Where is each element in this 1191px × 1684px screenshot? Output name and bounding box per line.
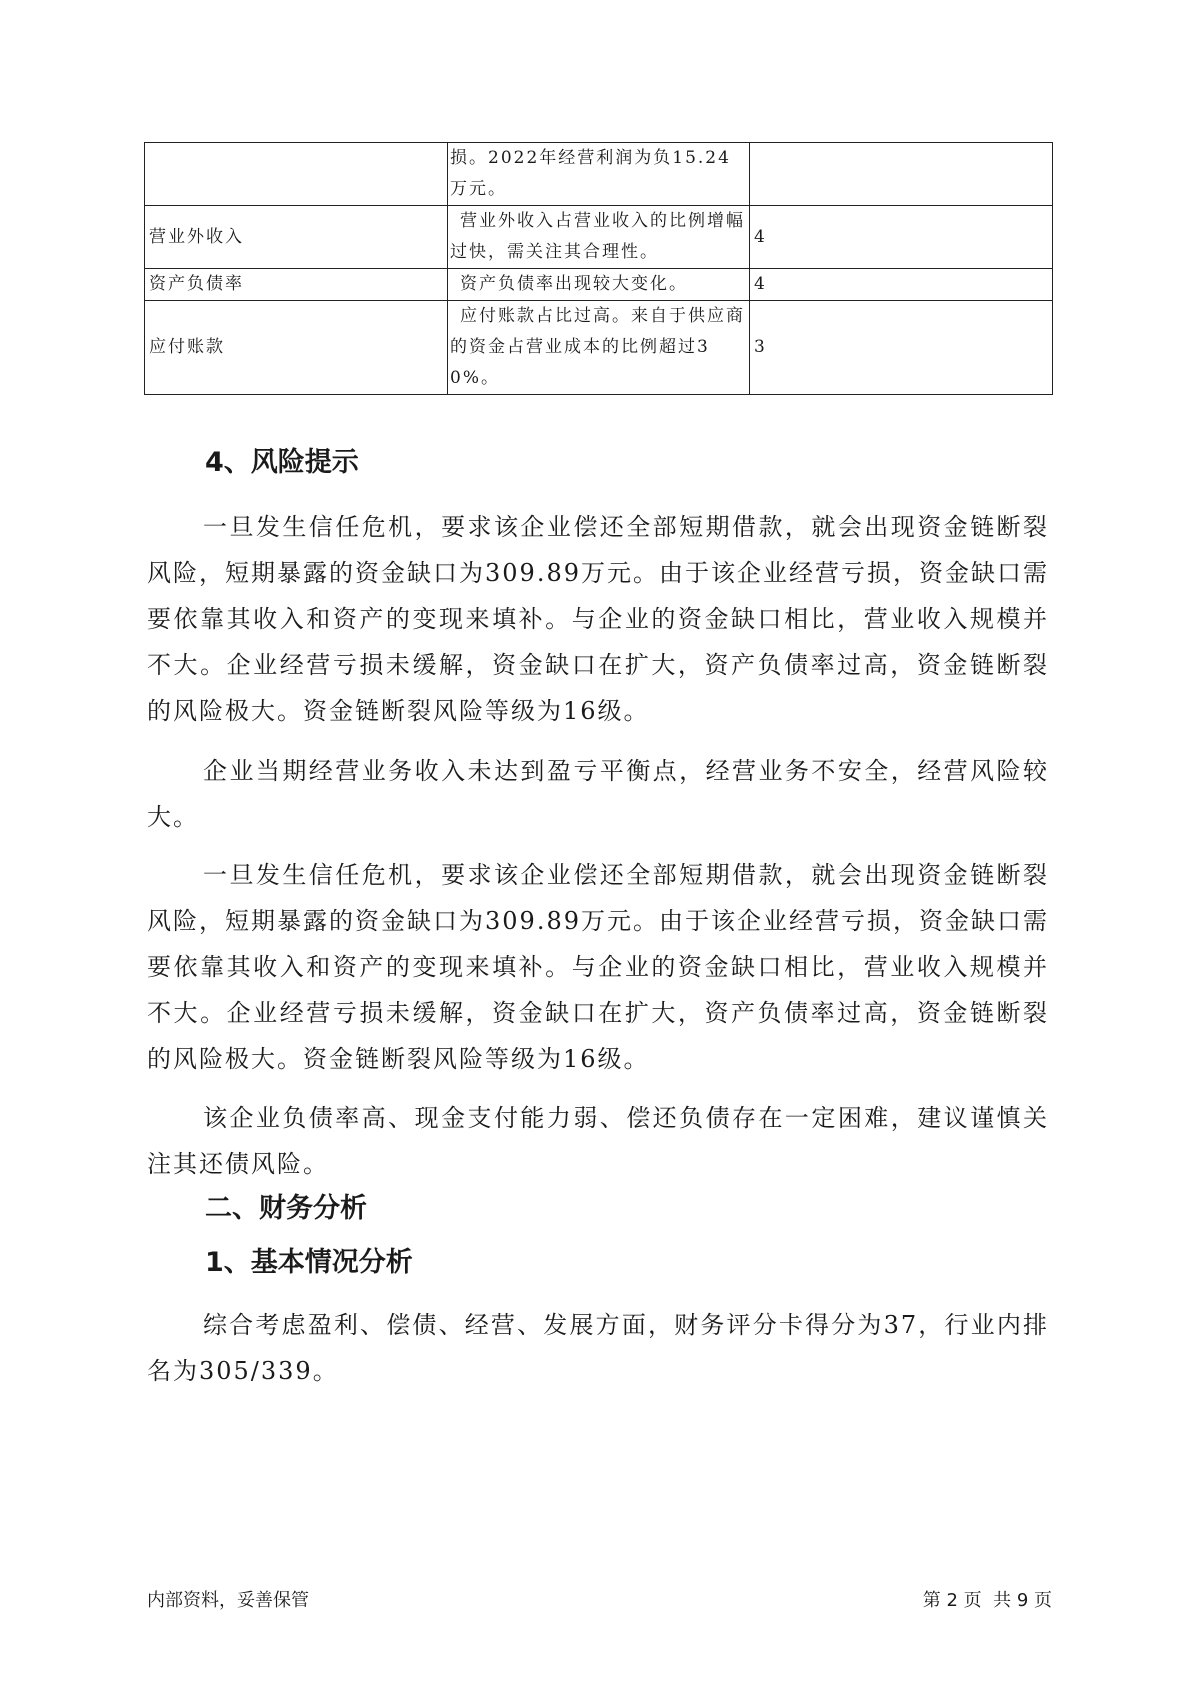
table-cell-label: 营业外收入	[145, 206, 448, 269]
section-heading-finance: 二、财务分析	[205, 1193, 367, 1224]
table-cell-score: 3	[750, 301, 1053, 395]
table-cell-score: 4	[750, 269, 1053, 301]
subsection-heading-basic: 1、基本情况分析	[205, 1247, 413, 1278]
paragraph: 一旦发生信任危机，要求该企业偿还全部短期借款，就会出现资金链断裂风险，短期暴露的资金缺口为309.89万元。由于该企业经营亏损，资金缺口需要依靠其收入和资产的变现来填补。与企业的资金缺口相比，营业收入规模并不大。企业经营亏损未缓解，资金缺口在扩大，资产负债率过高，资金链断裂的风险极大。资金链断裂风险等级为16级。	[147, 513, 1049, 725]
paragraph: 企业当期经营业务收入未达到盈亏平衡点，经营业务不安全，经营风险较大。	[147, 757, 1049, 831]
paragraph: 一旦发生信任危机，要求该企业偿还全部短期借款，就会出现资金链断裂风险，短期暴露的资金缺口为309.89万元。由于该企业经营亏损，资金缺口需要依靠其收入和资产的变现来填补。与企业的资金缺口相比，营业收入规模并不大。企业经营亏损未缓解，资金缺口在扩大，资产负债率过高，资金链断裂的风险极大。资金链断裂风险等级为16级。	[147, 861, 1049, 1073]
risk-indicator-table	[144, 142, 1053, 395]
table-cell-desc-text: 资产负债率出现较大变化。	[460, 274, 688, 294]
table-cell-desc	[448, 143, 750, 206]
table-row	[145, 143, 1053, 206]
table-cell-label: 应付账款	[145, 301, 448, 395]
table-cell-desc	[448, 301, 750, 395]
table-cell-score: 4	[750, 206, 1053, 269]
paragraph: 该企业负债率高、现金支付能力弱、偿还负债存在一定困难，建议谨慎关注其还债风险。	[147, 1104, 1049, 1178]
table-cell-desc-text: 应付账款占比过高。来自于供应商的资金占营业成本的比例超过30%。	[450, 306, 745, 388]
footer-page-number: 第 2 页 共 9 页	[922, 1590, 1052, 1611]
table-cell-label	[145, 143, 448, 206]
paragraph: 综合考虑盈利、偿债、经营、发展方面，财务评分卡得分为37，行业内排名为305/339。	[147, 1311, 1049, 1385]
table-cell-desc	[448, 269, 750, 301]
section-heading-risk: 4、风险提示	[205, 447, 359, 478]
table-cell-label: 资产负债率	[145, 269, 448, 301]
footer-confidential-note: 内部资料，妥善保管	[147, 1590, 309, 1611]
table-cell-desc-text: 损。2022年经营利润为负15.24万元。	[450, 148, 731, 199]
table-row	[145, 301, 1053, 395]
table-cell-desc-text: 营业外收入占营业收入的比例增幅过快，需关注其合理性。	[450, 211, 745, 262]
table-cell-score	[750, 143, 1053, 206]
table-cell-desc	[448, 206, 750, 269]
table-row	[145, 269, 1053, 301]
table-row	[145, 206, 1053, 269]
